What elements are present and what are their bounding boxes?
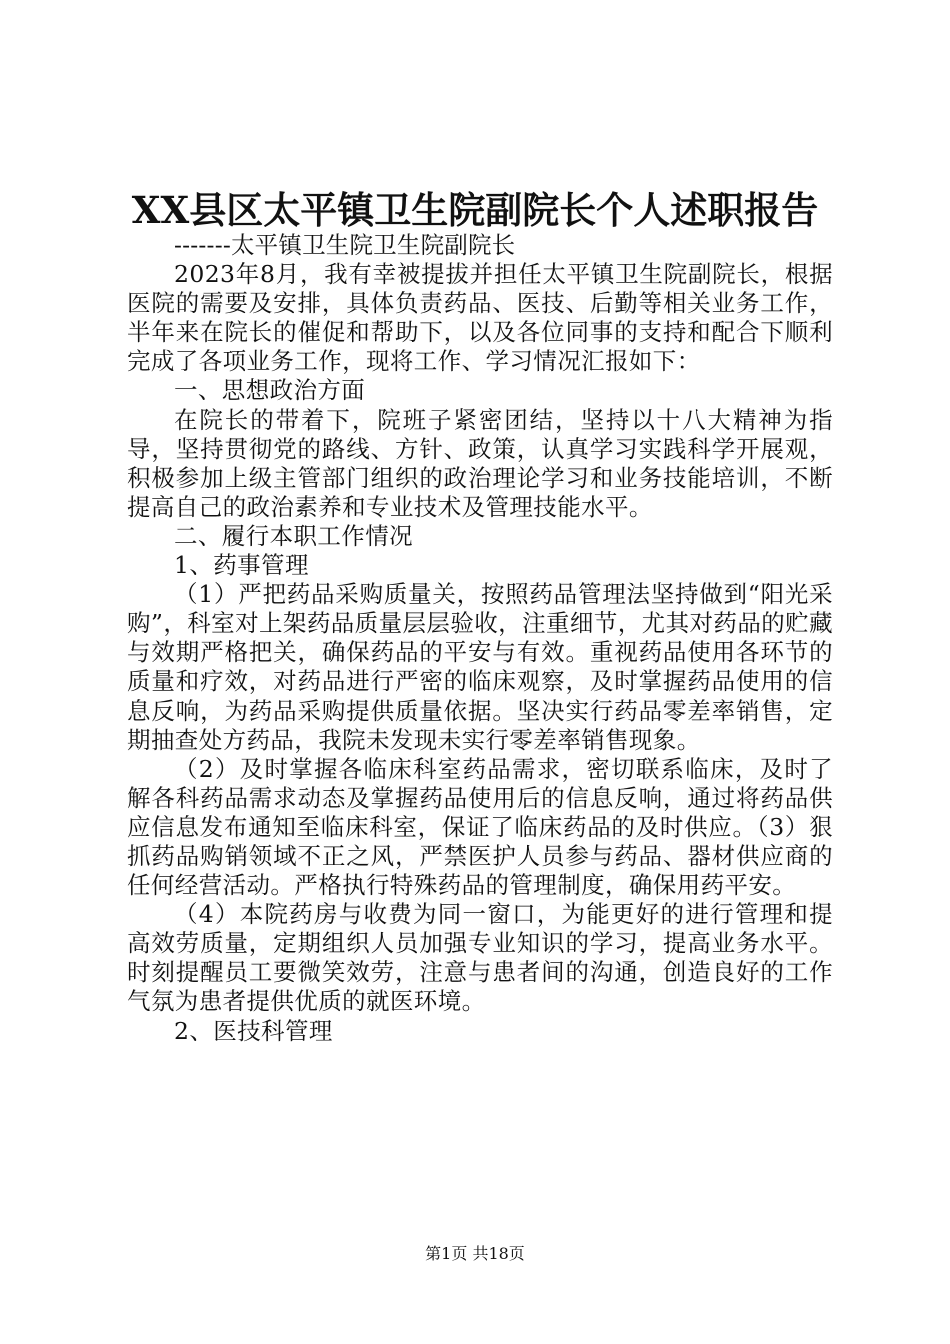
section-heading-duties: 二、履行本职工作情况: [174, 521, 413, 550]
paragraph-pharmacy-1: （1）严把药品采购质量关，按照药品管理法坚持做到“阳光采购”，科室对上架药品质量层层验收，注重细节，尤其对药品的贮藏与效期严格把关，确保药品的平安与有效。重视药品使用各环节的质量和疗效，对药品进行严密的临床观察，及时掌握药品使用的信息反响，为药品采购提供质量依据。坚决实行药品零差率销售，定期抽查处方药品，我院未发现未实行零差率销售现象。: [127, 580, 833, 754]
paragraph-pharmacy-2-3: （2）及时掌握各临床科室药品需求，密切联系临床，及时了解各科药品需求动态及掌握药品使用后的信息反响，通过将药品供应信息发布通知至临床科室，保证了临床药品的及时供应。（3）狠抓药品购销领域不正之风，严禁医护人员参与药品、器材供应商的任何经营活动。严格执行特殊药品的管理制度，确保用药平安。: [127, 754, 833, 900]
document-subtitle: -------太平镇卫生院卫生院副院长: [174, 231, 516, 259]
document-title: XX县区太平镇卫生院副院长个人述职报告: [131, 188, 819, 232]
paragraph-political: 在院长的带着下，院班子紧密团结，坚持以十八大精神为指导，坚持贯彻党的路线、方针、政策，认真学习实践科学开展观，积极参加上级主管部门组织的政治理论学习和业务技能培训，不断提高自己的政治素养和专业技术及管理技能水平。: [127, 405, 833, 521]
subsection-heading-medtech: 2、医技科管理: [174, 1016, 333, 1045]
section-heading-political: 一、思想政治方面: [174, 376, 366, 405]
paragraph-pharmacy-4: （4）本院药房与收费为同一窗口，为能更好的进行管理和提高效劳质量，定期组织人员加强专业知识的学习，提高业务水平。时刻提醒员工要微笑效劳，注意与患者间的沟通，创造良好的工作气氛为患者提供优质的就医环境。: [127, 900, 833, 1016]
paragraph-intro: 2023年8月，我有幸被提拔并担任太平镇卫生院副院长，根据医院的需要及安排，具体负责药品、医技、后勤等相关业务工作，半年来在院长的催促和帮助下，以及各位同事的支持和配合下顺利完成了各项业务工作，现将工作、学习情况汇报如下：: [127, 260, 833, 376]
document-body: [127, 231, 833, 1046]
subsection-heading-pharmacy: 1、药事管理: [174, 551, 309, 580]
page-number-footer: 第1页 共18页: [425, 1244, 525, 1263]
